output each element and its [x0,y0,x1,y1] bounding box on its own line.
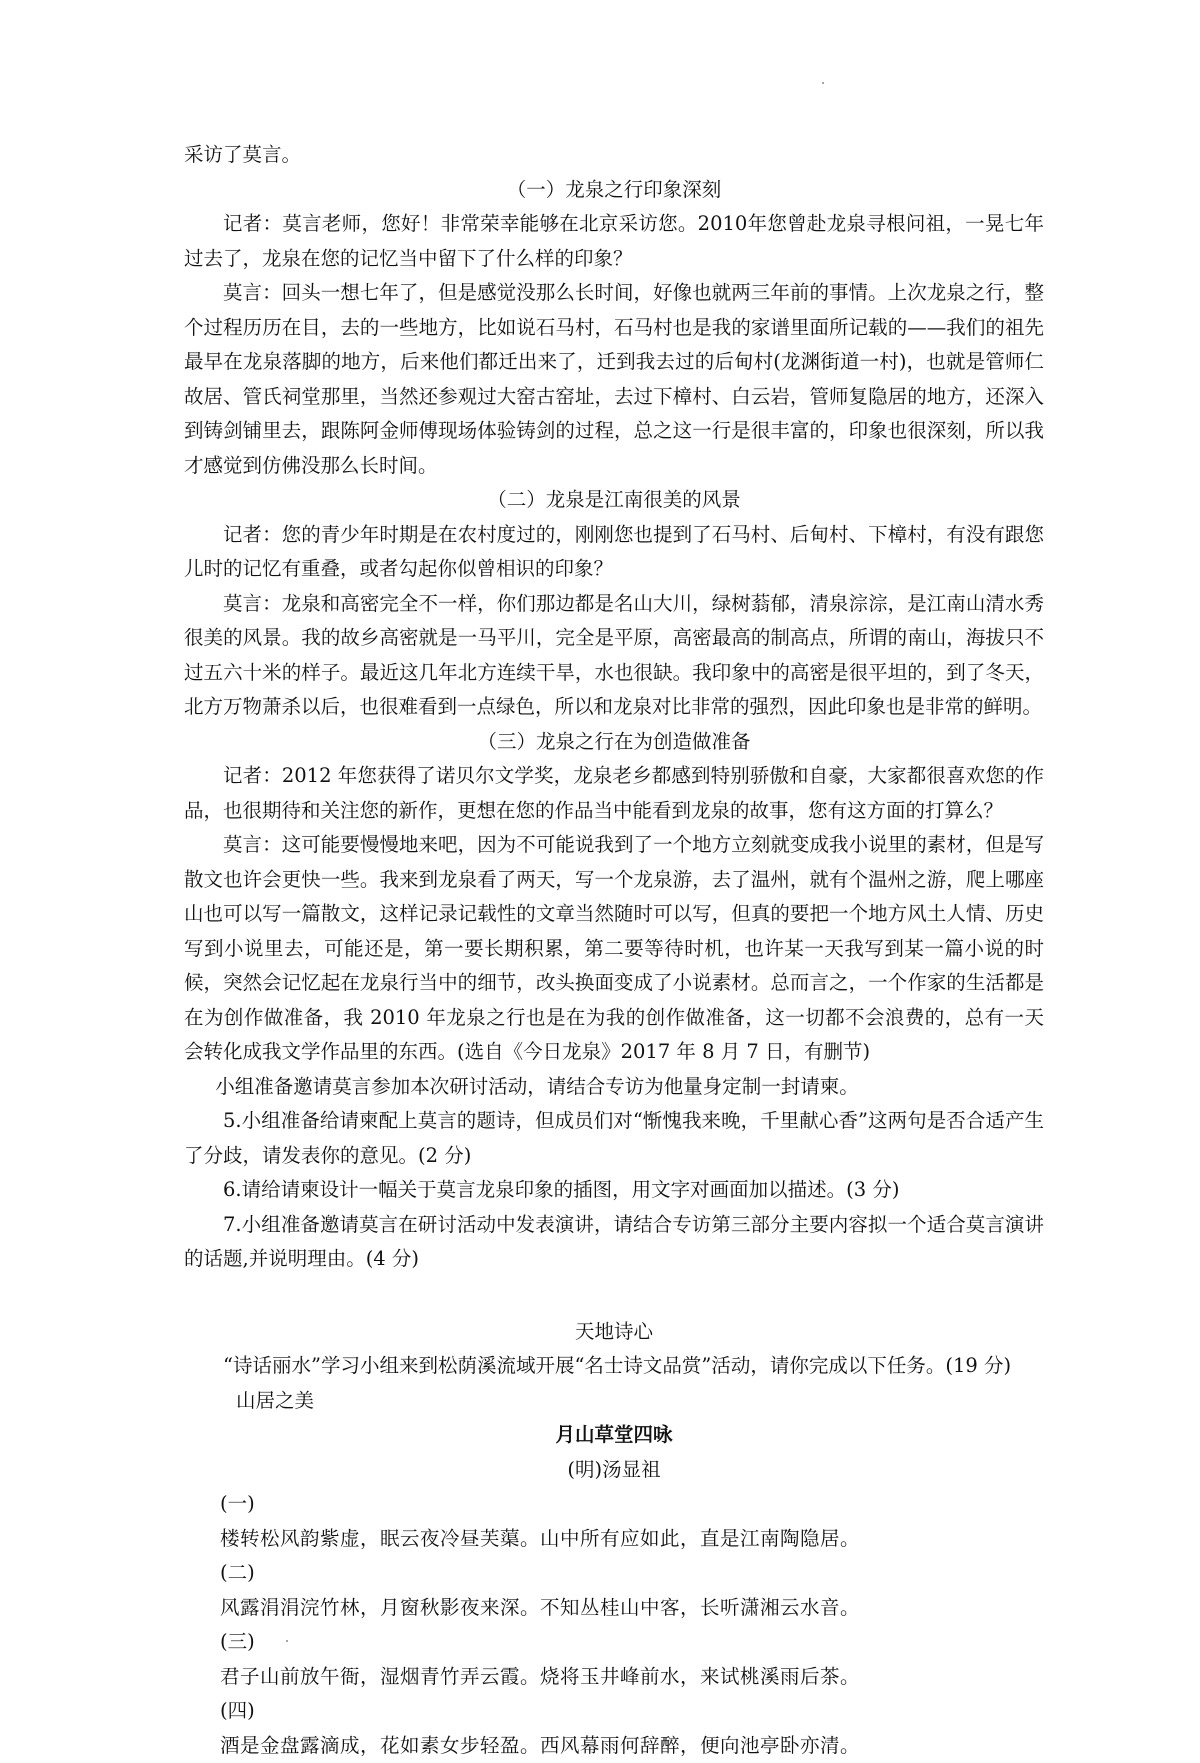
stanza-2-number: (二) [184,1556,1044,1591]
poem-title: 月山草堂四咏 [184,1418,1044,1453]
section-2-heading: （二）龙泉是江南很美的风景 [184,483,1044,518]
stanza-1-text: 楼转松风韵紫虚，眠云夜冷昼芙蕖。山中所有应如此，直是江南陶隐居。 [184,1522,1044,1557]
section-3-moyan: 莫言：这可能要慢慢地来吧，因为不可能说我到了一个地方立刻就变成我小说里的素材，但是写散文也许会更快一些。我来到龙泉看了两天，写一个龙泉游，去了温州，就有个温州之游，爬上哪座山也可以写一篇散文，这样记录记载性的文章当然随时可以写，但真的要把一个地方风土人情、历史写到小说里去，可能还是，第一要长期积累，第二要等待时机，也许某一天我写到某一篇小说的时候，突然会记忆起在龙泉行当中的细节，改头换面变成了小说素材。总而言之，一个作家的生活都是在为创作做准备，我 2010 年龙泉之行也是在为我的创作做准备，这一切都不会浪费的，总有一天会转化成我文学作品里的东西。(选自《今日龙泉》2017 年 8 月 7 日，有删节) [184,828,1044,1070]
section-1-heading: （一）龙泉之行印象深刻 [184,173,1044,208]
stanza-1-number: (一) [184,1487,1044,1522]
opening-line: 采访了莫言。 [184,138,1044,173]
question-7: 7.小组准备邀请莫言在研讨活动中发表演讲，请结合专访第三部分主要内容拟一个适合莫言演讲的话题,并说明理由。(4 分) [184,1208,1044,1277]
stanza-2-text: 风露涓涓浣竹林，月窗秋影夜来深。不知丛桂山中客，长听潇湘云水音。 [184,1591,1044,1626]
section-2-reporter: 记者：您的青少年时期是在农村度过的，刚刚您也提到了石马村、后甸村、下樟村，有没有跟您儿时的记忆有重叠，或者勾起你似曾相识的印象？ [184,518,1044,587]
section-1-reporter: 记者：莫言老师，您好！非常荣幸能够在北京采访您。2010年您曾赴龙泉寻根问祖，一晃七年过去了，龙泉在您的记忆当中留下了什么样的印象？ [184,207,1044,276]
question-6: 6.请给请柬设计一幅关于莫言龙泉印象的插图，用文字对画面加以描述。(3 分) [184,1173,1044,1208]
poem-author: (明)汤显祖 [184,1453,1044,1488]
stanza-4-text: 酒是金盘露滴成，花如素女步轻盈。西风幕雨何辞醉，便向池亭卧亦清。 [184,1729,1044,1763]
part2-heading: 天地诗心 [184,1315,1044,1350]
part2-subheading: 山居之美 [184,1384,1044,1419]
section-2-moyan: 莫言：龙泉和高密完全不一样，你们那边都是名山大川，绿树蓊郁，清泉淙淙，是江南山清水秀很美的风景。我的故乡高密就是一马平川，完全是平原，高密最高的制高点，所谓的南山，海拔只不过五六十米的样子。最近这几年北方连续干旱，水也很缺。我印象中的高密是很平坦的，到了冬天，北方万物萧杀以后，也很难看到一点绿色，所以和龙泉对比非常的强烈，因此印象也是非常的鲜明。 [184,587,1044,725]
part2-intro: “诗话丽水”学习小组来到松荫溪流域开展“名士诗文品赏”活动，请你完成以下任务。(19 分) [184,1349,1044,1384]
question-5: 5.小组准备给请柬配上莫言的题诗，但成员们对“惭愧我来晚，千里献心香”这两句是否合适产生了分歧，请发表你的意见。(2 分) [184,1104,1044,1173]
stanza-4-number: (四) [184,1694,1044,1729]
stanza-3-number: (三) [184,1625,1044,1660]
stanza-3-text: 君子山前放午衙，湿烟青竹弄云霞。烧将玉井峰前水，来试桃溪雨后茶。 [184,1660,1044,1695]
section-1-moyan: 莫言：回头一想七年了，但是感觉没那么长时间，好像也就两三年前的事情。上次龙泉之行，整个过程历历在目，去的一些地方，比如说石马村，石马村也是我的家谱里面所记载的——我们的祖先最早在龙泉落脚的地方，后来他们都迁出来了，迁到我去过的后甸村(龙渊街道一村)，也就是管师仁故居、管氏祠堂那里，当然还参观过大窑古窑址，去过下樟村、白云岩，管师复隐居的地方，还深入到铸剑铺里去，跟陈阿金师傅现场体验铸剑的过程，总之这一行是很丰富的，印象也很深刻，所以我才感觉到仿佛没那么长时间。 [184,276,1044,483]
document-body [184,138,1044,1763]
scan-speck [822,82,824,84]
section-3-heading: （三）龙泉之行在为创造做准备 [184,725,1044,760]
task-intro: 小组准备邀请莫言参加本次研讨活动，请结合专访为他量身定制一封请柬。 [184,1070,1044,1105]
section-3-reporter: 记者：2012 年您获得了诺贝尔文学奖，龙泉老乡都感到特别骄傲和自豪，大家都很喜欢您的作品，也很期待和关注您的新作，更想在您的作品当中能看到龙泉的故事，您有这方面的打算么？ [184,759,1044,828]
